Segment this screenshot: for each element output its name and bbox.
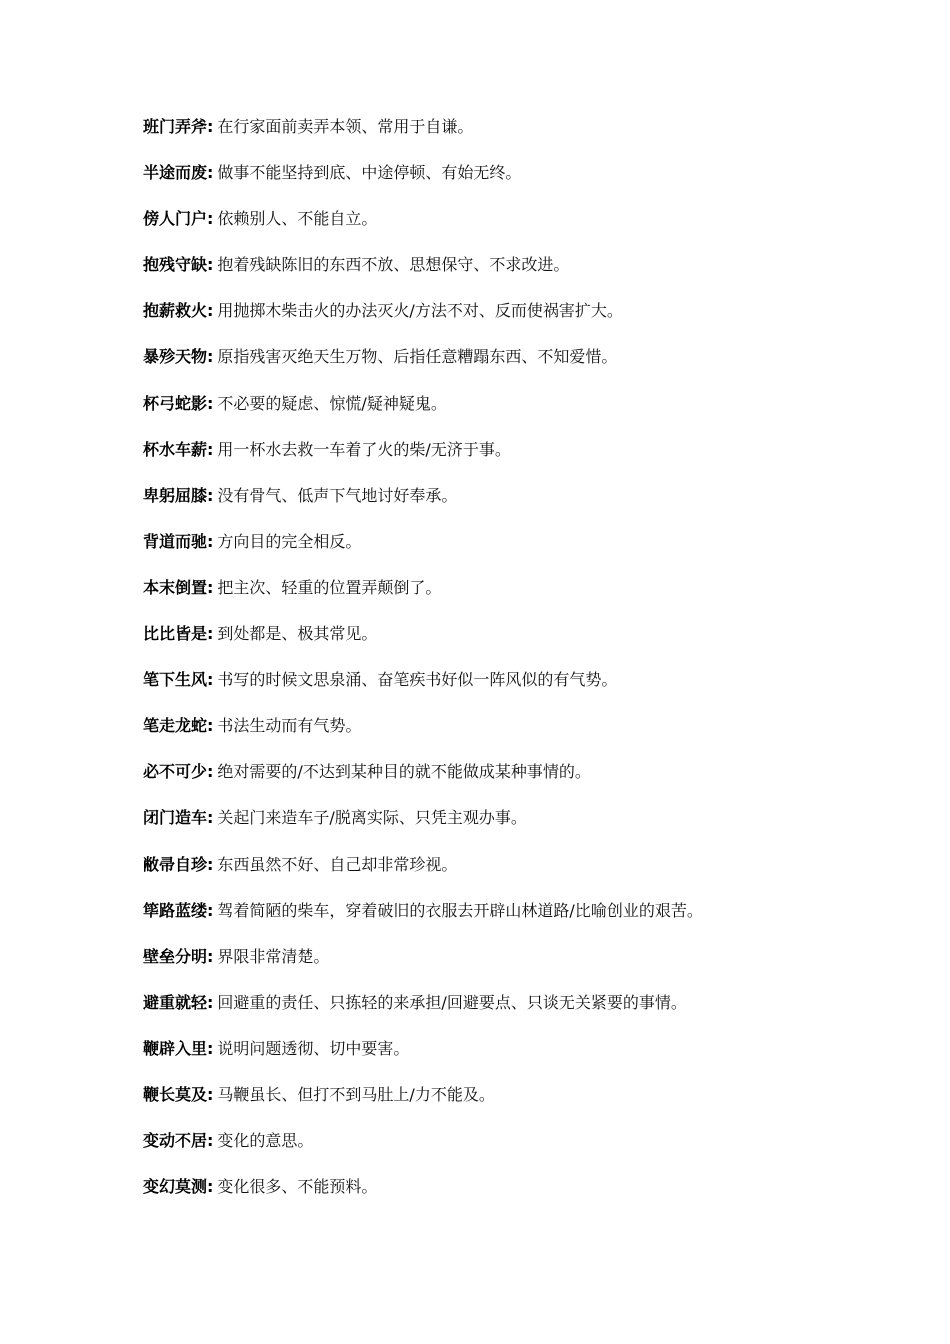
term-separator: : <box>207 301 214 321</box>
term-separator: : <box>207 255 214 275</box>
idiom-entry <box>143 711 923 757</box>
idiom-entry <box>143 342 923 388</box>
idiom-term: 变动不居 <box>143 1131 208 1151</box>
idiom-entry <box>143 619 923 665</box>
idiom-definition: 回避重的责任、只拣轻的来承担/回避要点、只谈无关紧要的事情。 <box>217 992 687 1012</box>
idiom-term: 杯弓蛇影 <box>143 393 208 413</box>
idiom-entry <box>143 573 923 619</box>
term-separator: : <box>207 900 214 920</box>
idiom-definition: 说明问题透彻、切中要害。 <box>217 1038 410 1058</box>
idiom-term: 暴殄天物 <box>143 347 208 367</box>
idiom-term: 抱薪救火 <box>143 301 208 321</box>
idiom-definition: 不必要的疑虑、惊慌/疑神疑鬼。 <box>217 393 447 413</box>
term-separator: : <box>207 762 214 782</box>
idiom-entry <box>143 204 923 250</box>
idiom-term: 变幻莫测 <box>143 1177 208 1197</box>
idiom-definition: 到处都是、极其常见。 <box>217 624 378 644</box>
idiom-definition: 用抛掷木柴击火的办法灭火/方法不对、反而使祸害扩大。 <box>217 301 623 321</box>
idiom-term: 鞭长莫及 <box>143 1084 208 1104</box>
idiom-definition: 在行家面前卖弄本领、常用于自谦。 <box>217 117 474 136</box>
term-separator: : <box>207 439 214 459</box>
term-separator: : <box>207 808 214 828</box>
idiom-definition: 没有骨气、低声下气地讨好奉承。 <box>217 485 458 505</box>
idiom-term: 笔走龙蛇 <box>143 716 208 736</box>
term-separator: : <box>207 1177 214 1197</box>
idiom-term: 杯水车薪 <box>143 439 208 459</box>
idiom-entry <box>143 1080 923 1126</box>
idiom-entry <box>143 850 923 896</box>
idiom-term: 背道而驰 <box>143 531 208 551</box>
term-separator: : <box>207 393 214 413</box>
idiom-term: 笔下生风 <box>143 670 208 690</box>
idiom-definition: 东西虽然不好、自己却非常珍视。 <box>217 854 458 874</box>
idiom-definition: 驾着简陋的柴车，穿着破旧的衣服去开辟山林道路/比喻创业的艰苦。 <box>217 900 703 920</box>
idiom-entry <box>143 942 923 988</box>
idiom-definition: 变化的意思。 <box>217 1131 314 1151</box>
idiom-entry <box>143 1034 923 1080</box>
idiom-term: 本末倒置 <box>143 577 208 597</box>
idiom-entry <box>143 435 923 481</box>
idiom-definition: 马鞭虽长、但打不到马肚上/力不能及。 <box>217 1084 495 1104</box>
idiom-definition: 做事不能坚持到底、中途停顿、有始无终。 <box>217 163 522 183</box>
term-separator: : <box>207 347 214 367</box>
term-separator: : <box>207 531 214 551</box>
idiom-entry <box>143 665 923 711</box>
idiom-term: 避重就轻 <box>143 992 208 1012</box>
idiom-term: 闭门造车 <box>143 808 208 828</box>
idiom-term: 班门弄斧 <box>143 117 208 136</box>
term-separator: : <box>207 485 214 505</box>
idiom-term: 敝帚自珍 <box>143 854 208 874</box>
term-separator: : <box>207 624 214 644</box>
term-separator: : <box>207 854 214 874</box>
idiom-entry <box>143 1172 923 1218</box>
idiom-term: 抱残守缺 <box>143 255 208 275</box>
term-separator: : <box>207 1084 214 1104</box>
idiom-entry <box>143 527 923 573</box>
idiom-definition: 用一杯水去救一车着了火的柴/无济于事。 <box>217 439 511 459</box>
idiom-definition: 关起门来造车子/脱离实际、只凭主观办事。 <box>217 808 527 828</box>
term-separator: : <box>207 946 214 966</box>
idiom-term: 壁垒分明 <box>143 946 208 966</box>
idiom-entry <box>143 112 923 158</box>
idiom-definition: 方向目的完全相反。 <box>217 531 362 551</box>
idiom-entry <box>143 296 923 342</box>
idiom-entry <box>143 896 923 942</box>
idiom-term: 鞭辟入里 <box>143 1038 208 1058</box>
idiom-entry <box>143 389 923 435</box>
idiom-definition: 依赖别人、不能自立。 <box>217 209 378 229</box>
idiom-definition: 界限非常清楚。 <box>217 946 330 966</box>
term-separator: : <box>207 117 214 136</box>
idiom-definition: 书法生动而有气势。 <box>217 716 362 736</box>
idiom-entry <box>143 158 923 204</box>
idiom-term: 必不可少 <box>143 762 208 782</box>
term-separator: : <box>207 1131 214 1151</box>
idiom-entry <box>143 1126 923 1172</box>
term-separator: : <box>207 163 214 183</box>
idiom-entry <box>143 988 923 1034</box>
idiom-list <box>143 112 923 1218</box>
idiom-definition: 抱着残缺陈旧的东西不放、思想保守、不求改进。 <box>217 255 570 275</box>
term-separator: : <box>207 716 214 736</box>
idiom-entry <box>143 757 923 803</box>
idiom-entry <box>143 250 923 296</box>
idiom-term: 比比皆是 <box>143 624 208 644</box>
term-separator: : <box>207 1038 214 1058</box>
idiom-definition: 原指残害灭绝天生万物、后指任意糟蹋东西、不知爱惜。 <box>217 347 618 367</box>
idiom-term: 半途而废 <box>143 163 208 183</box>
idiom-term: 卑躬屈膝 <box>143 485 208 505</box>
term-separator: : <box>207 209 214 229</box>
term-separator: : <box>207 670 214 690</box>
idiom-entry <box>143 481 923 527</box>
idiom-definition: 把主次、轻重的位置弄颠倒了。 <box>217 577 442 597</box>
term-separator: : <box>207 577 214 597</box>
idiom-definition: 绝对需要的/不达到某种目的就不能做成某种事情的。 <box>217 762 591 782</box>
idiom-term: 筚路蓝缕 <box>143 900 208 920</box>
idiom-entry <box>143 803 923 849</box>
idiom-definition: 书写的时候文思泉涌、奋笔疾书好似一阵风似的有气势。 <box>217 670 618 690</box>
idiom-term: 傍人门户 <box>143 209 208 229</box>
idiom-definition: 变化很多、不能预料。 <box>217 1177 378 1197</box>
term-separator: : <box>207 992 214 1012</box>
